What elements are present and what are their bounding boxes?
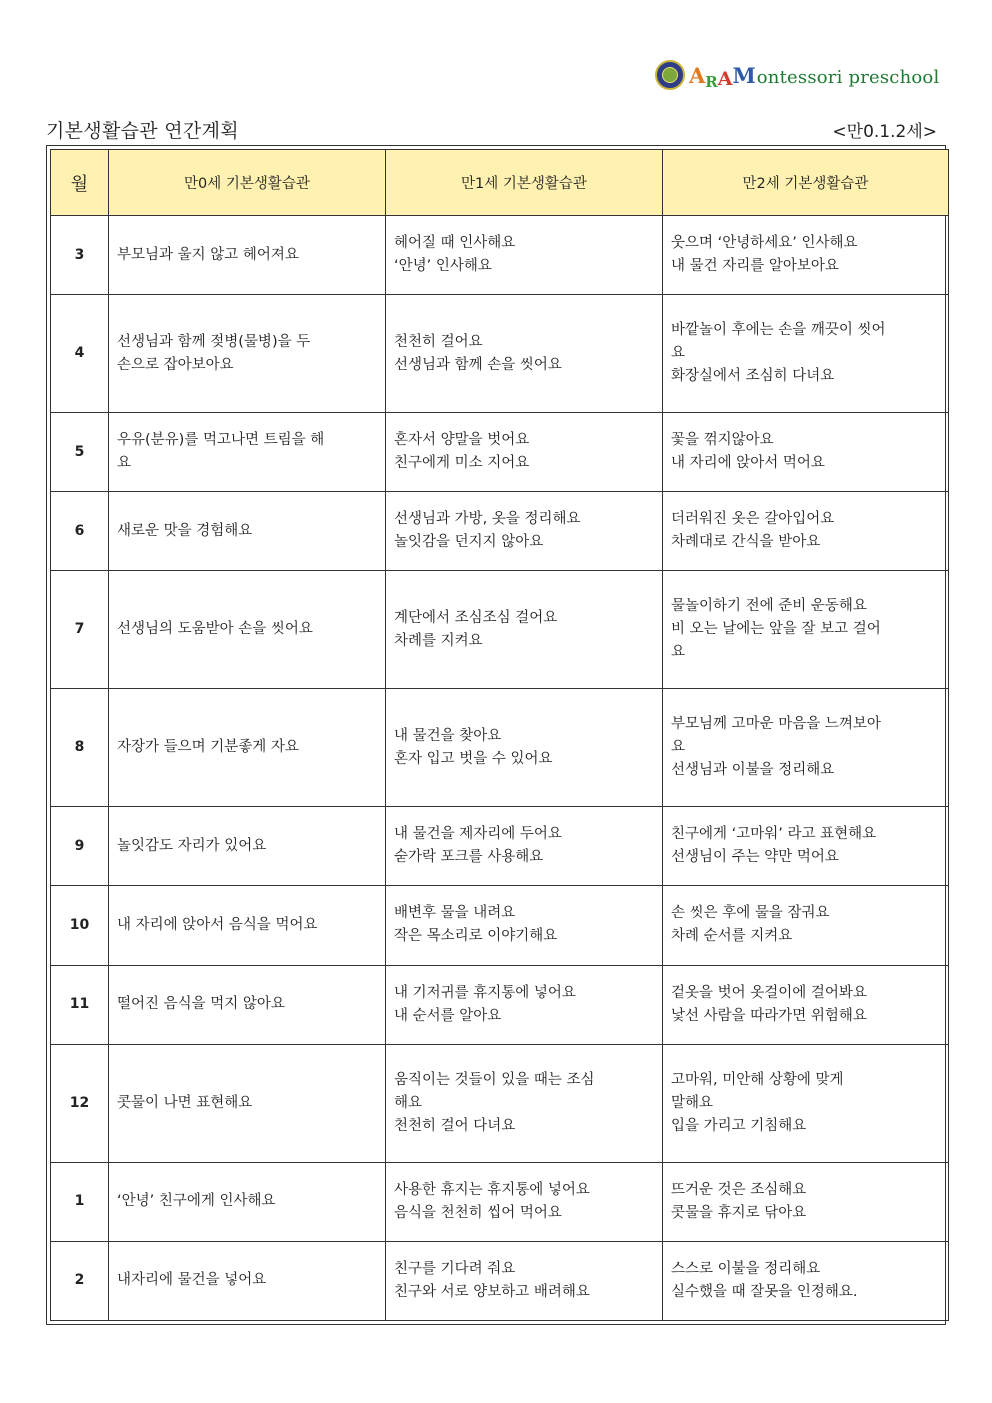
habit-cell-age0 <box>109 1162 386 1241</box>
brand-letter-a: A <box>689 62 706 88</box>
month-cell: 11 <box>51 965 109 1044</box>
habit-line: 놀잇감을 던지지 않아요 <box>394 534 544 551</box>
table-row <box>51 216 949 295</box>
habit-cell-age0 <box>109 807 386 886</box>
annual-plan-table <box>50 149 949 1321</box>
habit-cell-age0 <box>109 1241 386 1320</box>
habit-line: 선생님과 함께 손을 씻어요 <box>394 356 562 373</box>
habit-line: 바깥놀이 후에는 손을 깨끗이 씻어 <box>671 322 886 339</box>
habit-cell-age0 <box>109 216 386 295</box>
habit-line: 스스로 이불을 정리해요 <box>671 1260 821 1277</box>
month-cell: 4 <box>51 295 109 413</box>
month-cell: 9 <box>51 807 109 886</box>
habit-line: 뜨거운 것은 조심해요 <box>671 1181 807 1198</box>
habit-cell-age2 <box>663 413 949 492</box>
habit-cell-age0 <box>109 295 386 413</box>
habit-line: 겉옷을 벗어 옷걸이에 걸어봐요 <box>671 984 867 1001</box>
habit-line: 콧물이 나면 표현해요 <box>117 1094 253 1111</box>
table-body <box>51 216 949 1321</box>
habit-line: 선생님이 주는 약만 먹어요 <box>671 849 839 866</box>
emblem-icon <box>655 60 685 90</box>
habit-line: 내 물건 자리를 알아보아요 <box>671 258 839 275</box>
habit-cell-age2 <box>663 1241 949 1320</box>
habit-line: 요 <box>671 644 686 661</box>
habit-cell-age2 <box>663 1044 949 1162</box>
habit-line: 배변후 물을 내려요 <box>394 905 516 922</box>
habit-line: 혼자 입고 벗을 수 있어요 <box>394 750 553 767</box>
habit-line: 헤어질 때 인사해요 <box>394 235 516 252</box>
habit-line: 우유(분유)를 먹고나면 트림을 해 <box>117 432 325 449</box>
habit-line: 선생님과 가방, 옷을 정리해요 <box>394 511 581 528</box>
table-row <box>51 965 949 1044</box>
habit-line: 요 <box>671 345 686 362</box>
habit-cell-age0 <box>109 492 386 571</box>
month-cell: 2 <box>51 1241 109 1320</box>
month-cell: 10 <box>51 886 109 965</box>
habit-line: 꽃을 꺾지않아요 <box>671 432 774 449</box>
habit-cell-age1 <box>386 216 663 295</box>
habit-cell-age1 <box>386 1162 663 1241</box>
habit-line: 비 오는 날에는 앞을 잘 보고 걸어 <box>671 621 881 638</box>
habit-line: 낯선 사람을 따라가면 위험해요 <box>671 1007 867 1024</box>
habit-line: 떨어진 음식을 먹지 않아요 <box>117 996 285 1013</box>
habit-line: 내 자리에 앉아서 음식을 먹어요 <box>117 916 318 933</box>
habit-cell-age1 <box>386 295 663 413</box>
habit-cell-age0 <box>109 413 386 492</box>
habit-line: ‘안녕’ 인사해요 <box>394 258 492 275</box>
habit-cell-age2 <box>663 689 949 807</box>
habit-line: 실수했을 때 잘못을 인정해요. <box>671 1283 858 1300</box>
habit-cell-age2 <box>663 295 949 413</box>
table-row <box>51 1044 949 1162</box>
habit-cell-age2 <box>663 571 949 689</box>
column-header-age1: 만1세 기본생활습관 <box>386 150 663 216</box>
month-cell: 1 <box>51 1162 109 1241</box>
habit-line: 내 기저귀를 휴지통에 넣어요 <box>394 984 576 1001</box>
habit-cell-age1 <box>386 571 663 689</box>
table-row <box>51 886 949 965</box>
habit-line: 차례를 지켜요 <box>394 632 483 649</box>
habit-line: 고마워, 미안해 상황에 맞게 <box>671 1071 844 1088</box>
habit-line: 내자리에 물건을 넣어요 <box>117 1272 267 1289</box>
habit-line: 차례 순서를 지켜요 <box>671 928 793 945</box>
habit-line: 친구와 서로 양보하고 배려해요 <box>394 1283 590 1300</box>
habit-cell-age1 <box>386 807 663 886</box>
habit-line: 내 순서를 알아요 <box>394 1007 502 1024</box>
table-row <box>51 1162 949 1241</box>
habit-line: 천천히 걸어 다녀요 <box>394 1117 516 1134</box>
habit-line: 손으로 잡아보아요 <box>117 356 234 373</box>
habit-cell-age1 <box>386 965 663 1044</box>
table-row <box>51 413 949 492</box>
habit-cell-age0 <box>109 571 386 689</box>
habit-line: 해요 <box>394 1094 423 1111</box>
table-row <box>51 1241 949 1320</box>
habit-line: 화장실에서 조심히 다녀요 <box>671 368 835 385</box>
document-title: 기본생활습관 연간계획 <box>46 120 239 142</box>
habit-line: 내 자리에 앉아서 먹어요 <box>671 455 825 472</box>
habit-line: ‘안녕’ 친구에게 인사해요 <box>117 1193 276 1210</box>
habit-cell-age2 <box>663 492 949 571</box>
brand-letter-m: M <box>732 62 756 88</box>
table-row <box>51 295 949 413</box>
table-row <box>51 807 949 886</box>
habit-cell-age1 <box>386 886 663 965</box>
preschool-logo <box>655 58 939 92</box>
habit-line: 계단에서 조심조심 걸어요 <box>394 609 558 626</box>
habit-line: 음식을 천천히 씹어 먹어요 <box>394 1204 562 1221</box>
habit-line: 내 물건을 제자리에 두어요 <box>394 826 562 843</box>
column-header-month: 월 <box>51 150 109 216</box>
habit-line: 요 <box>671 739 686 756</box>
habit-line: 사용한 휴지는 휴지통에 넣어요 <box>394 1181 590 1198</box>
table-header-row <box>51 150 949 216</box>
column-header-age2: 만2세 기본생활습관 <box>663 150 949 216</box>
month-cell: 6 <box>51 492 109 571</box>
habit-line: 작은 목소리로 이야기해요 <box>394 928 558 945</box>
habit-line: 숟가락 포크를 사용해요 <box>394 849 544 866</box>
habit-cell-age1 <box>386 492 663 571</box>
habit-line: 내 물건을 찾아요 <box>394 727 502 744</box>
habit-cell-age1 <box>386 1044 663 1162</box>
habit-line: 물놀이하기 전에 준비 운동해요 <box>671 598 867 615</box>
habit-line: 선생님의 도움받아 손을 씻어요 <box>117 621 313 638</box>
habit-cell-age2 <box>663 965 949 1044</box>
habit-cell-age2 <box>663 1162 949 1241</box>
brand-letter-a2: A <box>717 67 733 90</box>
column-header-age0: 만0세 기본생활습관 <box>109 150 386 216</box>
habit-line: 콧물을 휴지로 닦아요 <box>671 1204 807 1221</box>
habit-line: 선생님과 함께 젖병(물병)을 두 <box>117 333 311 350</box>
habit-line: 혼자서 양말을 벗어요 <box>394 432 530 449</box>
habit-line: 말해요 <box>671 1094 714 1111</box>
habit-cell-age1 <box>386 1241 663 1320</box>
habit-line: 움직이는 것들이 있을 때는 조심 <box>394 1071 595 1088</box>
brand-rest: ontessori preschool <box>756 66 940 88</box>
habit-line: 차례대로 간식을 받아요 <box>671 534 821 551</box>
habit-cell-age2 <box>663 807 949 886</box>
habit-cell-age0 <box>109 689 386 807</box>
habit-line: 친구를 기다려 줘요 <box>394 1260 516 1277</box>
month-cell: 12 <box>51 1044 109 1162</box>
habit-line: 더러워진 옷은 갈아입어요 <box>671 511 835 528</box>
month-cell: 3 <box>51 216 109 295</box>
table-row <box>51 689 949 807</box>
brand-name <box>689 62 940 91</box>
table-row <box>51 492 949 571</box>
habit-cell-age1 <box>386 689 663 807</box>
habit-line: 부모님께 고마운 마음을 느껴보아 <box>671 716 881 733</box>
month-cell: 7 <box>51 571 109 689</box>
month-cell: 8 <box>51 689 109 807</box>
habit-cell-age0 <box>109 886 386 965</box>
table-row <box>51 571 949 689</box>
habit-line: 선생님과 이불을 정리해요 <box>671 762 835 779</box>
habit-line: 웃으며 ‘안녕하세요’ 인사해요 <box>671 235 858 252</box>
habit-line: 자장가 들으며 기분좋게 자요 <box>117 739 299 756</box>
habit-cell-age0 <box>109 965 386 1044</box>
habit-line: 친구에게 ‘고마워’ 라고 표현해요 <box>671 826 877 843</box>
age-range-label: <만0.1.2세> <box>832 122 937 142</box>
habit-line: 놀잇감도 자리가 있어요 <box>117 837 267 854</box>
habit-cell-age2 <box>663 886 949 965</box>
habit-line: 입을 가리고 기침해요 <box>671 1117 807 1134</box>
habit-cell-age1 <box>386 413 663 492</box>
habit-line: 손 씻은 후에 물을 잠궈요 <box>671 905 830 922</box>
brand-letter-r: R <box>705 72 718 91</box>
habit-line: 천천히 걸어요 <box>394 333 483 350</box>
habit-line: 친구에게 미소 지어요 <box>394 455 530 472</box>
habit-cell-age2 <box>663 216 949 295</box>
habit-cell-age0 <box>109 1044 386 1162</box>
habit-line: 새로운 맛을 경험해요 <box>117 522 253 539</box>
habit-line: 요 <box>117 455 132 472</box>
plan-table-frame <box>46 145 946 1325</box>
month-cell: 5 <box>51 413 109 492</box>
habit-line: 부모님과 울지 않고 헤어져요 <box>117 246 299 263</box>
